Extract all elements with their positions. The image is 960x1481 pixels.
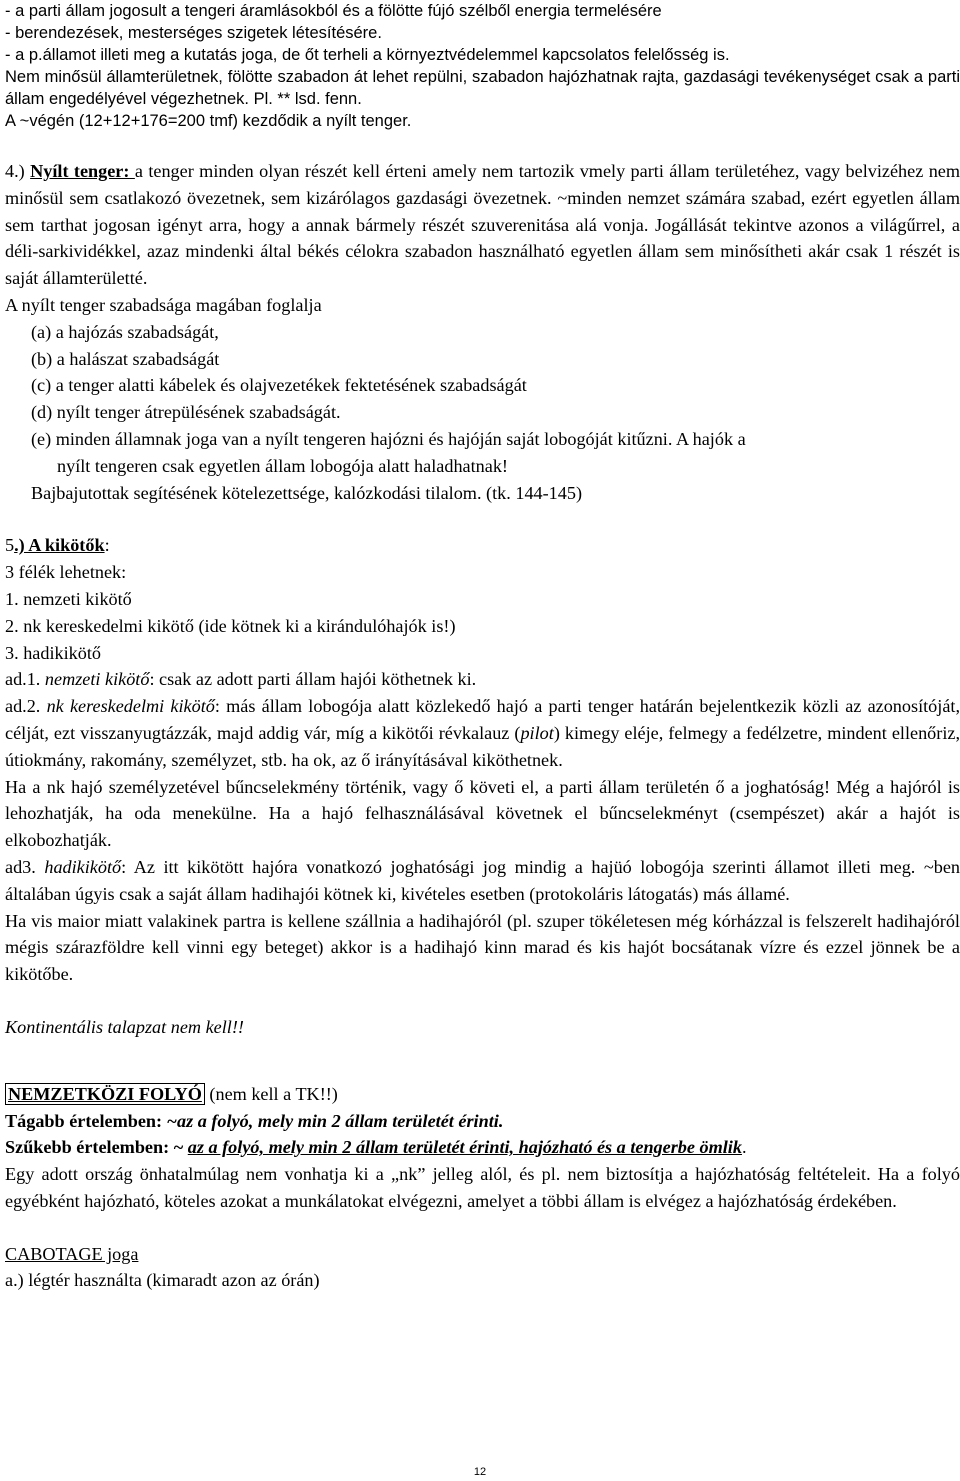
section-heading: Nyílt tenger: xyxy=(30,161,130,181)
section-text: a tenger minden olyan részét kell érteni amely nem tartozik vmely parti állam területéhez, vagy belvizéhez nem minősül sem csatlakozó övezetnek, sem kizárólagos gazdasági övezetnek. ~minden nemzet számára szabad, ezért egyetlen állam sem tarthat jogosan igényt arra, hogy a annak bármely részét szuverenitása alá vonja. Jogállását tekintve azonos a világűrrel, a déli-sarkividékkel, azaz mindenki által békés célokra szabadon használható egyetlen állam sem minősítheti akár csak 1 részét is saját államterületté. xyxy=(5,161,960,289)
list-item-continuation: nyílt tengeren csak egyetlen állam lobogója alatt haladhatnak! xyxy=(57,455,508,476)
ad-label: ad.1. xyxy=(5,669,45,690)
section-number: 5 xyxy=(5,535,15,556)
paragraph: Ha a nk hajó személyzetével bűncselekmény történik, vagy ő követi el, a parti állam területén ő a joghatóság! Még a hajóról is lehozhatják, ha oda menekülne. Ha a hajó felhasználásával követnek el bűncselekményt (csempészet) akár a hajót is elkobozhatják. xyxy=(5,776,960,851)
spacer xyxy=(5,1067,960,1081)
section-heading: CABOTAGE joga xyxy=(5,1243,139,1264)
definition-label: Szűkebb értelemben: xyxy=(5,1137,174,1158)
definition-label: Tágabb értelemben: xyxy=(5,1110,167,1131)
list-item: 1. nemzeti kikötő xyxy=(5,588,132,609)
paragraph: Egy adott ország önhatalmúlag nem vonhatja ki a „nk” jelleg alól, és pl. nem biztosítja a hajózhatóság feltételeit. Ha a folyó egyébként hajózható, köteles azokat a munkálatokat elvégezni, amelyet a többi állam is elvégez a hajózhatóság érdekében. xyxy=(5,1164,960,1211)
section-heading-line xyxy=(5,1081,960,1108)
intro-block xyxy=(5,0,960,132)
text-line: - a p.államot illeti meg a kutatás joga, de őt terheli a környeztvédelemmel kapcsolatos felelősség is. xyxy=(5,46,730,64)
definition-tilde: ~ xyxy=(173,1137,188,1158)
section-heading: .) A kikötők xyxy=(14,535,105,556)
paragraph xyxy=(5,693,960,773)
section-heading-line xyxy=(5,532,960,559)
term: nk kereskedelmi kikötő xyxy=(46,696,215,717)
section-number: 4.) xyxy=(5,161,25,181)
term-text: : csak az adott parti állam hajói köthetnek ki. xyxy=(149,669,477,690)
term-text: ) kimegy eléje, felmegy a fedélzetre, mindent ellenőriz, útiokmány, rakomány, személyzet, stb. ha ok, az ő irányításával kiköthetnek. xyxy=(5,722,960,770)
spacer xyxy=(5,1215,960,1241)
definition-line xyxy=(5,1108,960,1135)
text-line: - berendezések, mesterséges szigetek létesítésére. xyxy=(5,24,382,42)
definition-text: ~az a folyó, mely min 2 állam területét érinti. xyxy=(166,1110,504,1131)
text-line xyxy=(5,666,960,693)
section-open-sea xyxy=(5,158,960,506)
spacer xyxy=(5,132,960,158)
definition-line xyxy=(5,1134,960,1161)
text-line: Bajbajutottak segítésének kötelezettsége, kalózkodási tilalom. (tk. 144-145) xyxy=(31,482,583,503)
list-item: (d) nyílt tenger átrepülésének szabadságát. xyxy=(31,402,341,423)
text-line: - a parti állam jogosult a tengeri áramlásokból és a fölötte fújó szélből energia termelésére xyxy=(5,2,662,20)
paragraph xyxy=(5,854,960,908)
section-heading: NEMZETKÖZI FOLYÓ xyxy=(5,1083,205,1105)
page-number: 12 xyxy=(473,1466,487,1478)
text-line: A ~végén (12+12+176=200 tmf) kezdődik a nyílt tenger. xyxy=(5,112,412,130)
ad-label: ad3. xyxy=(5,856,45,877)
text-line: a.) légtér használta (kimaradt azon az órán) xyxy=(5,1270,320,1291)
document-page xyxy=(5,0,960,1294)
list-item: (a) a hajózás szabadságát, xyxy=(31,321,219,342)
spacer xyxy=(5,1041,960,1067)
ad-label: ad.2. xyxy=(5,696,47,717)
term: nemzeti kikötő xyxy=(44,669,150,690)
definition-end: . xyxy=(741,1137,747,1158)
term-text: : Az itt kikötött hajóra vonatkozó joghatósági jog mindig a hajüó lobogója szerinti államot illeti meg. ~ben általában úgyis csak a saját állam hadihajói kötnek ki, kivételes esetben (protokoláris látogatás) más államé. xyxy=(5,856,960,904)
heading-note: (nem kell a TK!!) xyxy=(204,1083,338,1104)
paragraph: Nem minősül államterületnek, fölötte szabadon át lehet repülni, szabadon hajózhatnak rajta, gazdasági tevékenységet csak a parti állam engedélyével végezhetnek. Pl. ** lsd. fenn. xyxy=(5,68,960,108)
continental-shelf-note xyxy=(5,1014,960,1041)
text-line: A nyílt tenger szabadsága magában foglalja xyxy=(5,294,322,315)
spacer xyxy=(5,506,960,532)
term: hadikikötő xyxy=(44,856,122,877)
note-line: Kontinentális talapzat nem kell!! xyxy=(5,1016,244,1037)
list-item: 3. hadikikötő xyxy=(5,642,101,663)
list-item: (e) minden államnak joga van a nyílt tengeren hajózni és hajóján saját lobogóját kitűzni. A hajók a xyxy=(31,428,746,449)
section-international-river xyxy=(5,1081,960,1215)
heading-colon: : xyxy=(104,535,110,556)
list-item: (c) a tenger alatti kábelek és olajvezetékek fektetésének szabadságát xyxy=(31,375,527,396)
spacer xyxy=(5,988,960,1014)
paragraph: Ha vis maior miatt valakinek partra is kellene szállnia a hadihajóról (pl. szuper tökéletesen még kórházzal is felszerelt hadihajóról mégis szárazföldre kell vinni egy beteget) akkor is a hadihajó kinn marad és kis hajót bocsátanak vízre és ezzel jönnek be a kikötőbe. xyxy=(5,910,960,985)
term: pilot xyxy=(520,722,554,743)
section-ports xyxy=(5,532,960,988)
section-cabotage xyxy=(5,1241,960,1295)
term-text: : más állam lobogója alatt közlekedő hajó a parti tenger határán bejelentkezik közli az azonosítóját, célját, ezt visszanyugtázzák, majd addig vár, míg a kikötői révkalauz ( xyxy=(5,696,960,743)
list-item: 2. nk kereskedelmi kikötő (ide kötnek ki a kirándulóhajók is!) xyxy=(5,615,456,636)
paragraph xyxy=(5,158,960,292)
text-line: 3 félék lehetnek: xyxy=(5,562,127,583)
definition-text: az a folyó, mely min 2 állam területét érinti, hajózható és a tengerbe ömlik xyxy=(187,1137,742,1158)
list-item: (b) a halászat szabadságát xyxy=(31,348,220,369)
